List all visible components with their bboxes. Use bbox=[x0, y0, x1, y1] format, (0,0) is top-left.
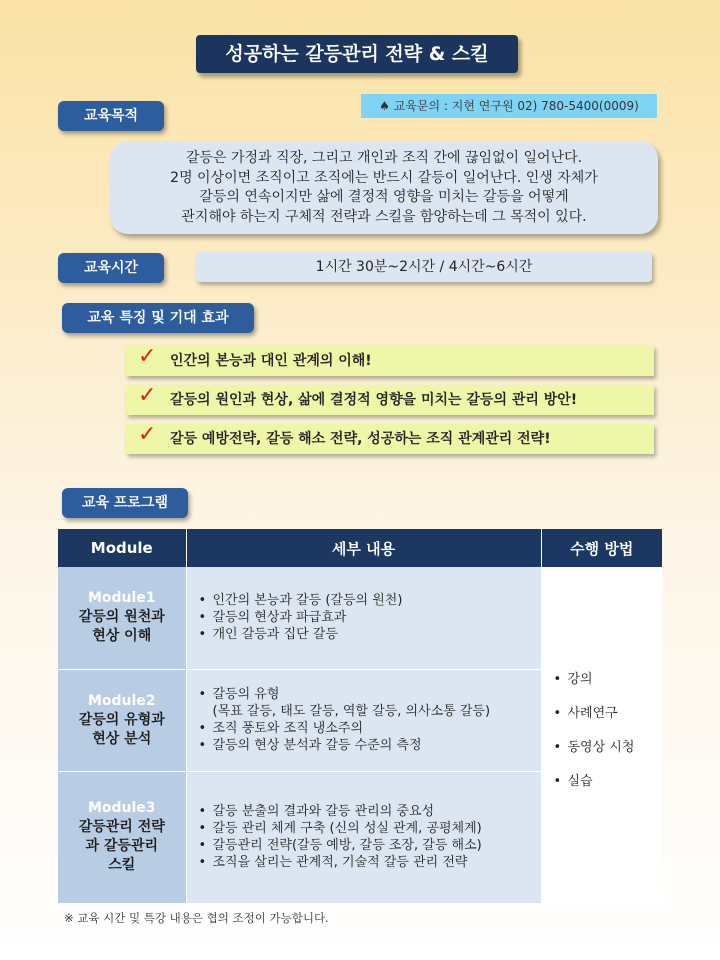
module-cell bbox=[58, 567, 186, 669]
purpose-line: 갈등은 가정과 직장, 그리고 개인과 조직 간에 끊임없이 일어난다. bbox=[185, 150, 583, 166]
detail-item: • 갈등의 현상 분석과 갈등 수준의 측정 bbox=[197, 737, 540, 754]
purpose-line: 갈등의 연속이지만 삶에 결정적 영향을 미치는 갈등을 어떻게 bbox=[199, 189, 569, 205]
header-details: 세부 내용 bbox=[186, 529, 541, 567]
method-item: • 동영상 시청 bbox=[552, 739, 662, 757]
page-title: 성공하는 갈등관리 전략 & 스킬 bbox=[196, 35, 518, 73]
detail-item: • 갈등 분출의 결과와 갈등 관리의 중요성 bbox=[197, 803, 540, 820]
inquiry-contact: ♠ 교육문의 : 지현 연구원 02) 780-5400(0009) bbox=[361, 94, 657, 118]
method-item: • 강의 bbox=[552, 671, 662, 689]
module-name-line: 갈등관리 전략 bbox=[78, 819, 165, 835]
check-icon: ✓ bbox=[138, 344, 157, 369]
section-label-program: 교육 프로그램 bbox=[62, 488, 188, 518]
footnote: ※ 교육 시간 및 특강 내용은 협의 조정이 가능합니다. bbox=[64, 911, 329, 925]
method-item: • 사례연구 bbox=[552, 705, 662, 723]
detail-item: • 개인 갈등과 집단 갈등 bbox=[197, 626, 540, 643]
module-name-line: 현상 이해 bbox=[92, 628, 152, 645]
feature-text: 갈등 예방전략, 갈등 해소 전략, 성공하는 조직 관계관리 전략! bbox=[170, 431, 551, 447]
detail-cell bbox=[186, 567, 541, 669]
feature-text: 갈등의 원인과 현상, 삶에 결정적 영향을 미치는 갈등의 관리 방안! bbox=[170, 392, 578, 408]
detail-item: • 조직을 살리는 관계적, 기술적 갈등 관리 전략 bbox=[197, 854, 540, 871]
detail-item: • 인간의 본능과 갈등 (갈등의 원천) bbox=[197, 592, 540, 609]
module-number: Module3 bbox=[87, 800, 156, 816]
detail-item: • 갈등의 현상과 파급효과 bbox=[197, 609, 540, 626]
module-name-line: 갈등의 유형과 bbox=[78, 711, 165, 728]
detail-item: • 갈등관리 전략(갈등 예방, 갈등 조장, 갈등 해소) bbox=[197, 837, 540, 854]
feature-item bbox=[126, 346, 654, 376]
module-name-line: 갈등의 원천과 bbox=[78, 609, 165, 626]
method-cell bbox=[541, 567, 662, 903]
feature-item bbox=[126, 424, 654, 454]
module-name-line: 현상 분석 bbox=[92, 730, 152, 747]
check-icon: ✓ bbox=[138, 422, 157, 447]
detail-item: • 갈등의 유형 bbox=[197, 686, 540, 703]
detail-item: • 조직 풍토와 조직 냉소주의 bbox=[197, 720, 540, 737]
program-table bbox=[58, 529, 662, 904]
table-row bbox=[58, 567, 662, 669]
detail-item: • 갈등 관리 체계 구축 (신의 성실 관계, 공평체계) bbox=[197, 820, 540, 837]
module-cell bbox=[58, 771, 186, 903]
method-item: • 실습 bbox=[552, 773, 662, 791]
detail-cell bbox=[186, 771, 541, 903]
module-name-line: 스킬 bbox=[108, 857, 136, 873]
module-number: Module2 bbox=[87, 692, 156, 709]
purpose-line: 2명 이상이면 조직이고 조직에는 반드시 갈등이 일어난다. 인생 자체가 bbox=[170, 169, 598, 186]
module-number: Module1 bbox=[87, 590, 156, 607]
purpose-line: 관지해야 하는지 구체적 전략과 스킬을 함양하는데 그 목적이 있다. bbox=[181, 208, 587, 225]
section-label-purpose: 교육목적 bbox=[58, 101, 164, 131]
module-cell bbox=[58, 669, 186, 771]
purpose-box bbox=[110, 141, 658, 234]
feature-text: 인간의 본능과 대인 관계의 이해! bbox=[170, 353, 372, 369]
feature-item bbox=[126, 385, 654, 415]
detail-item: (목표 갈등, 태도 갈등, 역할 갈등, 의사소통 갈등) bbox=[212, 704, 491, 719]
section-label-features: 교육 특징 및 기대 효과 bbox=[62, 303, 254, 333]
table-header-row bbox=[58, 529, 662, 567]
section-label-time: 교육시간 bbox=[58, 253, 164, 283]
module-name-line: 과 갈등관리 bbox=[85, 838, 158, 854]
check-icon: ✓ bbox=[138, 383, 157, 408]
detail-cell bbox=[186, 669, 541, 771]
header-module: Module bbox=[58, 529, 186, 567]
header-method: 수행 방법 bbox=[541, 529, 662, 567]
time-box: 1시간 30분~2시간 / 4시간~6시간 bbox=[196, 252, 652, 282]
